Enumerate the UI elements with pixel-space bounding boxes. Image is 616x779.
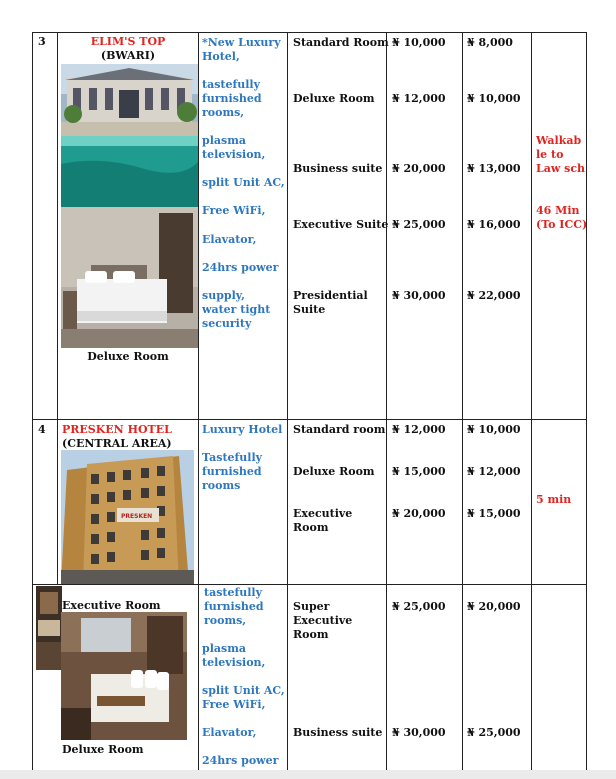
- discount-rate: ₦ 15,000: [467, 507, 521, 520]
- hotel-name: PRESKEN HOTEL: [62, 423, 172, 436]
- distance-note: 5 min: [536, 493, 572, 506]
- room-type: Super: [293, 600, 330, 613]
- room-rate: ₦ 30,000: [392, 726, 446, 739]
- col-divider: [32, 32, 33, 770]
- feature-line: security: [202, 317, 252, 330]
- discount-rate: ₦ 22,000: [467, 289, 521, 302]
- room-type: Business suite: [293, 162, 383, 175]
- col-divider: [198, 32, 199, 770]
- feature-line: rooms,: [204, 614, 247, 627]
- feature-line: Elavator,: [202, 233, 257, 246]
- page-gap: [0, 770, 616, 779]
- room-type: Presidential: [293, 289, 368, 302]
- feature-line: Free WiFi,: [202, 204, 266, 217]
- room-type: Standard room: [293, 423, 386, 436]
- room-rate: ₦ 10,000: [392, 36, 446, 49]
- room-type: Executive: [293, 614, 353, 627]
- hotel-area: (CENTRAL AREA): [62, 437, 172, 450]
- feature-line: plasma: [202, 134, 246, 147]
- room-type: Suite: [293, 303, 326, 316]
- feature-line: water tight: [202, 303, 271, 316]
- feature-line: furnished: [202, 465, 262, 478]
- discount-rate: ₦ 13,000: [467, 162, 521, 175]
- feature-line: tastefully: [202, 78, 260, 91]
- discount-rate: ₦ 16,000: [467, 218, 521, 231]
- room-rate: ₦ 12,000: [392, 92, 446, 105]
- feature-line: split Unit AC,: [202, 684, 285, 697]
- col-divider: [531, 32, 532, 770]
- col-divider: [462, 32, 463, 770]
- feature-line: *New Luxury: [202, 36, 281, 49]
- deluxe-room-photo: [61, 207, 198, 348]
- table-border-top: [32, 32, 587, 33]
- photo-caption: Executive Room: [62, 599, 161, 612]
- room-rate: ₦ 15,000: [392, 465, 446, 478]
- room-type: Standard Room: [293, 36, 389, 49]
- discount-rate: ₦ 12,000: [467, 465, 521, 478]
- room-rate: ₦ 20,000: [392, 507, 446, 520]
- deluxe-room-photo: [61, 612, 187, 740]
- hotel-exterior-photo: [61, 64, 198, 207]
- room-type: Deluxe Room: [293, 92, 375, 105]
- row-number: 3: [38, 35, 46, 48]
- feature-line: rooms: [202, 479, 241, 492]
- hotel-exterior-photo: [61, 450, 194, 584]
- distance-note: Walkab: [536, 134, 582, 147]
- distance-note: le to: [536, 148, 564, 161]
- hotel-sign: PRESKEN: [121, 513, 153, 520]
- distance-note: 46 Min: [536, 204, 580, 217]
- row-divider: [32, 419, 587, 420]
- photo-caption: Deluxe Room: [87, 350, 169, 363]
- room-type: Room: [293, 521, 329, 534]
- row-divider: [32, 584, 587, 585]
- feature-line: television,: [202, 656, 266, 669]
- room-rate: ₦ 30,000: [392, 289, 446, 302]
- distance-note: (To ICC): [536, 218, 588, 231]
- row-number: 4: [38, 423, 46, 436]
- hotel-name: ELIM'S TOP: [90, 35, 166, 48]
- feature-line: furnished: [204, 600, 264, 613]
- room-type: Business suite: [293, 726, 383, 739]
- discount-rate: ₦ 10,000: [467, 423, 521, 436]
- discount-rate: ₦ 25,000: [467, 726, 521, 739]
- room-rate: ₦ 20,000: [392, 162, 446, 175]
- table-border-right: [586, 32, 587, 770]
- feature-line: 24hrs power: [202, 261, 279, 274]
- feature-line: plasma: [202, 642, 246, 655]
- discount-rate: ₦ 10,000: [467, 92, 521, 105]
- discount-rate: ₦ 8,000: [467, 36, 513, 49]
- room-rate: ₦ 25,000: [392, 218, 446, 231]
- executive-room-photo: [36, 586, 62, 670]
- room-rate: ₦ 25,000: [392, 600, 446, 613]
- col-divider: [386, 32, 387, 770]
- feature-line: Free WiFi,: [202, 698, 266, 711]
- feature-line: rooms,: [202, 106, 245, 119]
- feature-line: furnished: [202, 92, 262, 105]
- feature-line: Tastefully: [202, 451, 263, 464]
- room-rate: ₦ 12,000: [392, 423, 446, 436]
- feature-line: Elavator,: [202, 726, 257, 739]
- col-divider: [57, 32, 58, 584]
- room-type: Executive Suite: [293, 218, 389, 231]
- feature-line: television,: [202, 148, 266, 161]
- feature-line: Hotel,: [202, 50, 240, 63]
- room-type: Executive: [293, 507, 353, 520]
- room-type: Room: [293, 628, 329, 641]
- feature-line: supply,: [202, 289, 245, 302]
- discount-rate: ₦ 20,000: [467, 600, 521, 613]
- feature-line: Luxury Hotel: [202, 423, 283, 436]
- col-divider: [287, 32, 288, 770]
- feature-line: split Unit AC,: [202, 176, 285, 189]
- distance-note: Law sch: [536, 162, 586, 175]
- feature-line: tastefully: [204, 586, 262, 599]
- hotel-area: (BWARI): [100, 49, 156, 62]
- room-type: Deluxe Room: [293, 465, 375, 478]
- photo-caption: Deluxe Room: [62, 743, 144, 756]
- feature-line: 24hrs power: [202, 754, 279, 767]
